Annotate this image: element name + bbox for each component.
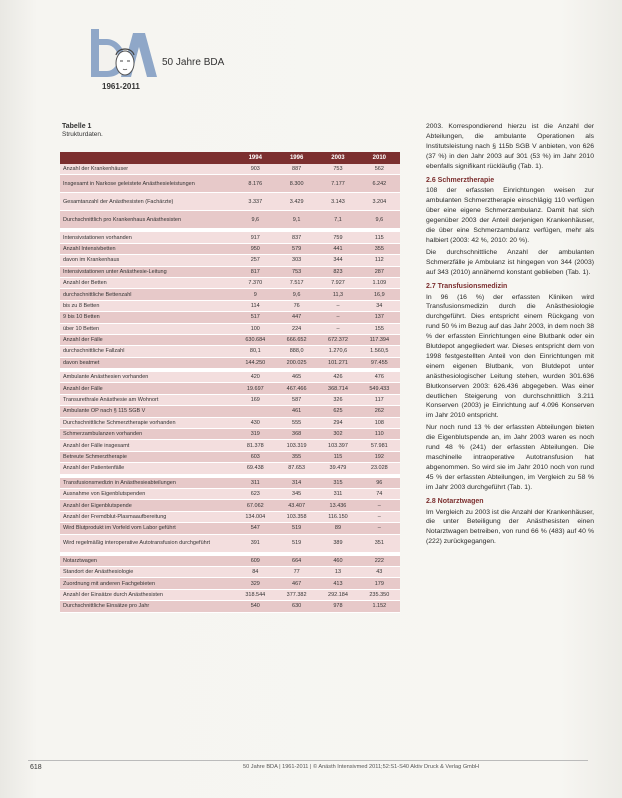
row-label: Durchschnittliche Einsätze pro Jahr bbox=[60, 601, 235, 612]
row-label: Anzahl der Fälle bbox=[60, 383, 235, 394]
header-year: 1996 bbox=[276, 152, 317, 164]
table-subtitle: Strukturdaten. bbox=[62, 131, 103, 138]
cell-value: 7.517 bbox=[276, 277, 317, 288]
cell-value: 430 bbox=[235, 417, 276, 428]
cell-value: 115 bbox=[317, 451, 358, 462]
cell-value: – bbox=[317, 323, 358, 334]
cell-value: 377.382 bbox=[276, 589, 317, 600]
cell-value: – bbox=[359, 511, 400, 522]
cell-value: 540 bbox=[235, 601, 276, 612]
row-label: Ambulante OP nach § 115 SGB V bbox=[60, 406, 235, 417]
cell-value: 311 bbox=[235, 477, 276, 488]
cell-value: 753 bbox=[317, 164, 358, 175]
table-row bbox=[60, 511, 400, 522]
data-table bbox=[60, 152, 400, 613]
table-row bbox=[60, 334, 400, 345]
cell-value: 292.184 bbox=[317, 589, 358, 600]
cell-value: 315 bbox=[317, 477, 358, 488]
cell-value: 311 bbox=[317, 488, 358, 499]
cell-value: 57.981 bbox=[359, 440, 400, 451]
cell-value: – bbox=[317, 300, 358, 311]
row-label: über 10 Betten bbox=[60, 323, 235, 334]
paragraph: Nur noch rund 13 % der erfassten Abteilungen bieten die Eigenblutspende an, im Jahr 2003 waren es noch rund 48 % (241) der erfassten Abteilungen. Die maschinelle intraoperative Autotransfusion hat abgenommen. So wird sie im Jahr 2010 noch von rund 45 % der erfassten Abteilungen, im Vergleich zu 58 % im Jahr 2003 durchgeführt (Tab. 1). bbox=[426, 424, 594, 491]
cell-value: 917 bbox=[235, 232, 276, 243]
header-year: 2003 bbox=[317, 152, 358, 164]
cell-value: 441 bbox=[317, 243, 358, 254]
cell-value: 547 bbox=[235, 523, 276, 534]
logo-years: 1961-2011 bbox=[102, 82, 140, 91]
row-label: Intensivstationen vorhanden bbox=[60, 232, 235, 243]
cell-value: 672.372 bbox=[317, 334, 358, 345]
cell-value: 389 bbox=[317, 534, 358, 552]
cell-value: 9,6 bbox=[359, 211, 400, 229]
section-heading: 2.7 Transfusionsmedizin bbox=[426, 282, 508, 290]
paragraph: In 96 (16 %) der erfassten Kliniken wird Transfusionsmedizin durch die Anästhesiologie durchgeführt. Dies entspricht einem Rückgang von rund 50 % im Bezug auf das Jahr 2003, in dem noch 38 % der erfassten Einrichtungen eine Blutbank oder ein Blutdepot angegliedert war. Dieses entspricht dem von 1998 festgestellten Anteil von den Einrichtungen mit einem eigenen Blutbank, von Blutdepot unter anästhesiologischer Leitung stehen, wurden 301.636 Blutkonserven 2003: 626.436 abgegeben. Was einer deutlichen Steigerung von durchschnittlich 3.211 Konserven (2003) je Einrichtung auf 4.096 Konserven im Jahr 2010 entspricht. bbox=[426, 293, 594, 420]
row-label: Durchschnittliche Schmerztherapie vorhanden bbox=[60, 417, 235, 428]
cell-value: 80,1 bbox=[235, 346, 276, 357]
cell-value: 465 bbox=[276, 372, 317, 383]
cell-value: 7.370 bbox=[235, 277, 276, 288]
cell-value: 666.652 bbox=[276, 334, 317, 345]
cell-value: 169 bbox=[235, 394, 276, 405]
cell-value: 460 bbox=[317, 555, 358, 566]
header-year: 2010 bbox=[359, 152, 400, 164]
cell-value: 351 bbox=[359, 534, 400, 552]
table-row bbox=[60, 312, 400, 323]
row-label: Standort der Anästhesiologie bbox=[60, 566, 235, 577]
table-row bbox=[60, 500, 400, 511]
cell-value: 603 bbox=[235, 451, 276, 462]
cell-value: 7,1 bbox=[317, 211, 358, 229]
table-row bbox=[60, 555, 400, 566]
table-row bbox=[60, 175, 400, 193]
table-row bbox=[60, 383, 400, 394]
row-label: durchschnittliche Fallzahl bbox=[60, 346, 235, 357]
table-row bbox=[60, 232, 400, 243]
cell-value: 887 bbox=[276, 164, 317, 175]
table-row bbox=[60, 534, 400, 552]
table-title: Tabelle 1 bbox=[62, 123, 92, 130]
cell-value: 110 bbox=[359, 429, 400, 440]
cell-value: 67.062 bbox=[235, 500, 276, 511]
cell-value: 9,6 bbox=[235, 211, 276, 229]
cell-value: 318.544 bbox=[235, 589, 276, 600]
cell-value: 630.684 bbox=[235, 334, 276, 345]
cell-value: 625 bbox=[317, 406, 358, 417]
cell-value: 420 bbox=[235, 372, 276, 383]
cell-value: 345 bbox=[276, 488, 317, 499]
cell-value: 476 bbox=[359, 372, 400, 383]
row-label: Anzahl der Einsätze durch Anästhesisten bbox=[60, 589, 235, 600]
cell-value: 562 bbox=[359, 164, 400, 175]
cell-value: 950 bbox=[235, 243, 276, 254]
cell-value: 103.397 bbox=[317, 440, 358, 451]
row-label: Anzahl der Betten bbox=[60, 277, 235, 288]
cell-value: 888,0 bbox=[276, 346, 317, 357]
cell-value: 34 bbox=[359, 300, 400, 311]
cell-value: 426 bbox=[317, 372, 358, 383]
cell-value: – bbox=[359, 523, 400, 534]
cell-value: 302 bbox=[317, 429, 358, 440]
text-column bbox=[426, 122, 594, 549]
cell-value: 43 bbox=[359, 566, 400, 577]
table-header-row bbox=[60, 152, 400, 164]
cell-value: 144.250 bbox=[235, 357, 276, 368]
paragraph: Im Vergleich zu 2003 ist die Anzahl der Krankenhäuser, die unter Beteiligung der Anästhesisten einen Notarztwagen betreiben, von rund 66 % (483) auf 40 % (222) zurückgegangen. bbox=[426, 508, 594, 546]
cell-value: 9 bbox=[235, 289, 276, 300]
cell-value: 519 bbox=[276, 534, 317, 552]
table-row bbox=[60, 578, 400, 589]
cell-value: 16,9 bbox=[359, 289, 400, 300]
cell-value: 1.109 bbox=[359, 277, 400, 288]
row-label: davon beatmet bbox=[60, 357, 235, 368]
cell-value: 303 bbox=[276, 255, 317, 266]
cell-value: 555 bbox=[276, 417, 317, 428]
table-row bbox=[60, 601, 400, 612]
cell-value: 155 bbox=[359, 323, 400, 334]
cell-value: 314 bbox=[276, 477, 317, 488]
cell-value: 200.025 bbox=[276, 357, 317, 368]
cell-value: 9,6 bbox=[276, 289, 317, 300]
cell-value: 7.927 bbox=[317, 277, 358, 288]
row-label: Schmerzambulanzen vorhanden bbox=[60, 429, 235, 440]
cell-value: 3.337 bbox=[235, 193, 276, 211]
table-row bbox=[60, 323, 400, 334]
section-heading: 2.8 Notarztwagen bbox=[426, 497, 484, 505]
table-row bbox=[60, 300, 400, 311]
cell-value: 8.176 bbox=[235, 175, 276, 193]
cell-value: 903 bbox=[235, 164, 276, 175]
cell-value: 549.433 bbox=[359, 383, 400, 394]
cell-value: 623 bbox=[235, 488, 276, 499]
cell-value: 319 bbox=[235, 429, 276, 440]
cell-value: 116.150 bbox=[317, 511, 358, 522]
cell-value: 3.204 bbox=[359, 193, 400, 211]
table-body bbox=[60, 164, 400, 612]
cell-value: 517 bbox=[235, 312, 276, 323]
cell-value: 112 bbox=[359, 255, 400, 266]
row-label: Anzahl der Patientenfälle bbox=[60, 463, 235, 474]
row-label: Transfusionsmedizin in Anästhesieabteilungen bbox=[60, 477, 235, 488]
table-row bbox=[60, 243, 400, 254]
header-year: 1994 bbox=[235, 152, 276, 164]
cell-value: 8.300 bbox=[276, 175, 317, 193]
cell-value: 84 bbox=[235, 566, 276, 577]
cell-value: 609 bbox=[235, 555, 276, 566]
table-row bbox=[60, 523, 400, 534]
table-row bbox=[60, 477, 400, 488]
cell-value: 117.394 bbox=[359, 334, 400, 345]
table-row bbox=[60, 463, 400, 474]
cell-value: 9,1 bbox=[276, 211, 317, 229]
cell-value: 368.714 bbox=[317, 383, 358, 394]
cell-value: 108 bbox=[359, 417, 400, 428]
row-label: Transurethrale Anästhesie am Wohnort bbox=[60, 394, 235, 405]
cell-value: 87.653 bbox=[276, 463, 317, 474]
row-label: Wird regelmäßig interoperative Autotransfusion durchgeführt bbox=[60, 534, 235, 552]
cell-value: 235.350 bbox=[359, 589, 400, 600]
row-label: davon im Krankenhaus bbox=[60, 255, 235, 266]
cell-value: 447 bbox=[276, 312, 317, 323]
cell-value: 39.479 bbox=[317, 463, 358, 474]
cell-value: – bbox=[317, 312, 358, 323]
table-row bbox=[60, 277, 400, 288]
page-number: 618 bbox=[30, 764, 42, 771]
table-row bbox=[60, 417, 400, 428]
row-label: Durchschnittlich pro Krankenhaus Anästhesisten bbox=[60, 211, 235, 229]
cell-value: 413 bbox=[317, 578, 358, 589]
cell-value: 13 bbox=[317, 566, 358, 577]
cell-value: 630 bbox=[276, 601, 317, 612]
cell-value: 224 bbox=[276, 323, 317, 334]
cell-value: 89 bbox=[317, 523, 358, 534]
row-label: Ambulante Anästhesien vorhanden bbox=[60, 372, 235, 383]
table-row bbox=[60, 440, 400, 451]
cell-value: 96 bbox=[359, 477, 400, 488]
footer-citation: 50 Jahre BDA | 1961-2011 | © Anästh Intensivmed 2011;52:S1-S40 Aktiv Druck & Verlag GmbH bbox=[243, 764, 479, 770]
cell-value: 587 bbox=[276, 394, 317, 405]
cell-value: 115 bbox=[359, 232, 400, 243]
cell-value: 137 bbox=[359, 312, 400, 323]
cell-value: 326 bbox=[317, 394, 358, 405]
paragraph: 108 der erfassten Einrichtungen weisen zur ambulanten Schmerztherapie einschlägig 110 verfügen über eine eigene Schmerzambulanz. Damit hat sich gegenüber 2003 der Anteil derjenigen Krankenhäuser, die über eine Schmerzambulanz verfügen, mehr als halbiert (2003: 42 %, 2010: 20 %). bbox=[426, 187, 594, 244]
cell-value: 294 bbox=[317, 417, 358, 428]
cell-value: 753 bbox=[276, 266, 317, 277]
row-label: Notarztwagen bbox=[60, 555, 235, 566]
cell-value: 100 bbox=[235, 323, 276, 334]
cell-value: 257 bbox=[235, 255, 276, 266]
cell-value: 134.004 bbox=[235, 511, 276, 522]
row-label: Betreute Schmerztherapie bbox=[60, 451, 235, 462]
cell-value: 519 bbox=[276, 523, 317, 534]
cell-value: 579 bbox=[276, 243, 317, 254]
footer-divider bbox=[28, 760, 588, 761]
cell-value: 23.028 bbox=[359, 463, 400, 474]
cell-value: 76 bbox=[276, 300, 317, 311]
cell-value bbox=[235, 406, 276, 417]
table-row bbox=[60, 488, 400, 499]
header-label bbox=[60, 152, 235, 164]
row-label: Anzahl Intensivbetten bbox=[60, 243, 235, 254]
cell-value: 11,3 bbox=[317, 289, 358, 300]
cell-value: 368 bbox=[276, 429, 317, 440]
cell-value: 77 bbox=[276, 566, 317, 577]
cell-value: 344 bbox=[317, 255, 358, 266]
cell-value: 287 bbox=[359, 266, 400, 277]
table-row bbox=[60, 451, 400, 462]
cell-value: 837 bbox=[276, 232, 317, 243]
running-title: 50 Jahre BDA bbox=[162, 57, 225, 68]
cell-value: 19.697 bbox=[235, 383, 276, 394]
cell-value: 7.177 bbox=[317, 175, 358, 193]
row-label: Intensivstationen unter Anästhesie-Leitung bbox=[60, 266, 235, 277]
row-label: Insgesamt in Narkose geleistete Anästhesieleistungen bbox=[60, 175, 235, 193]
cell-value: 103.319 bbox=[276, 440, 317, 451]
paragraph: 2003. Korrespondierend hierzu ist die Anzahl der Abteilungen, die ambulante Operationen als Institutsleistung nach § 115b SGB V anbieten, von 626 (37 %) in den Jahr 2003 auf 301 (53 %) im Jahr 2010 ebenfalls signifikant rückläufig (Tab. 1). bbox=[426, 123, 594, 170]
cell-value: 192 bbox=[359, 451, 400, 462]
cell-value: 97.455 bbox=[359, 357, 400, 368]
cell-value: 6.242 bbox=[359, 175, 400, 193]
cell-value: 13.436 bbox=[317, 500, 358, 511]
cell-value: 1.152 bbox=[359, 601, 400, 612]
table-row bbox=[60, 346, 400, 357]
row-label: Anzahl der Fremdblut-Plasmaaufbereitung bbox=[60, 511, 235, 522]
cell-value: 817 bbox=[235, 266, 276, 277]
cell-value: 355 bbox=[276, 451, 317, 462]
row-label: durchschnittliche Bettenzahl bbox=[60, 289, 235, 300]
table-row bbox=[60, 255, 400, 266]
row-label: Zuordnung mit anderen Fachgebieten bbox=[60, 578, 235, 589]
cell-value: 43.407 bbox=[276, 500, 317, 511]
cell-value: 114 bbox=[235, 300, 276, 311]
row-label: 9 bis 10 Betten bbox=[60, 312, 235, 323]
cell-value: 222 bbox=[359, 555, 400, 566]
table-row bbox=[60, 289, 400, 300]
row-label: Anzahl der Fälle bbox=[60, 334, 235, 345]
table-row bbox=[60, 211, 400, 229]
cell-value: 117 bbox=[359, 394, 400, 405]
cell-value: 664 bbox=[276, 555, 317, 566]
cell-value: 978 bbox=[317, 601, 358, 612]
cell-value: 262 bbox=[359, 406, 400, 417]
cell-value: 467 bbox=[276, 578, 317, 589]
row-label: bis zu 8 Betten bbox=[60, 300, 235, 311]
cell-value: 329 bbox=[235, 578, 276, 589]
row-label: Ausnahme von Eigenblutspenden bbox=[60, 488, 235, 499]
table-row bbox=[60, 372, 400, 383]
paragraph: Die durchschnittliche Anzahl der ambulanten Schmerzfälle je Ambulanz ist hingegen von 344 (2003) auf 343 (2010) annähernd konstant geblieben (Tab. 1). bbox=[426, 248, 594, 276]
table-row bbox=[60, 589, 400, 600]
cell-value: 179 bbox=[359, 578, 400, 589]
cell-value: 103.358 bbox=[276, 511, 317, 522]
table-row bbox=[60, 357, 400, 368]
table-row bbox=[60, 394, 400, 405]
cell-value: 759 bbox=[317, 232, 358, 243]
cell-value: 101.271 bbox=[317, 357, 358, 368]
cell-value: 3.429 bbox=[276, 193, 317, 211]
cell-value: 467.466 bbox=[276, 383, 317, 394]
cell-value: 74 bbox=[359, 488, 400, 499]
row-label: Gesamtanzahl der Anästhesisten (Fachärzte) bbox=[60, 193, 235, 211]
row-label: Wird Blutprodukt im Vorfeld vom Labor geführt bbox=[60, 523, 235, 534]
section-heading: 2.6 Schmerztherapie bbox=[426, 176, 495, 184]
cell-value: 823 bbox=[317, 266, 358, 277]
table-row bbox=[60, 193, 400, 211]
row-label: Anzahl der Fälle insgesamt bbox=[60, 440, 235, 451]
cell-value: 1.270,6 bbox=[317, 346, 358, 357]
table-row bbox=[60, 406, 400, 417]
cell-value: 3.143 bbox=[317, 193, 358, 211]
cell-value: 81.378 bbox=[235, 440, 276, 451]
cell-value: 461 bbox=[276, 406, 317, 417]
table-row bbox=[60, 266, 400, 277]
cell-value: 391 bbox=[235, 534, 276, 552]
cell-value: 355 bbox=[359, 243, 400, 254]
cell-value: 1.560,5 bbox=[359, 346, 400, 357]
table-row bbox=[60, 429, 400, 440]
row-label: Anzahl der Eigenblutspende bbox=[60, 500, 235, 511]
table-row bbox=[60, 566, 400, 577]
cell-value: – bbox=[359, 500, 400, 511]
table-row bbox=[60, 164, 400, 175]
cell-value: 69.438 bbox=[235, 463, 276, 474]
row-label: Anzahl der Krankenhäuser bbox=[60, 164, 235, 175]
